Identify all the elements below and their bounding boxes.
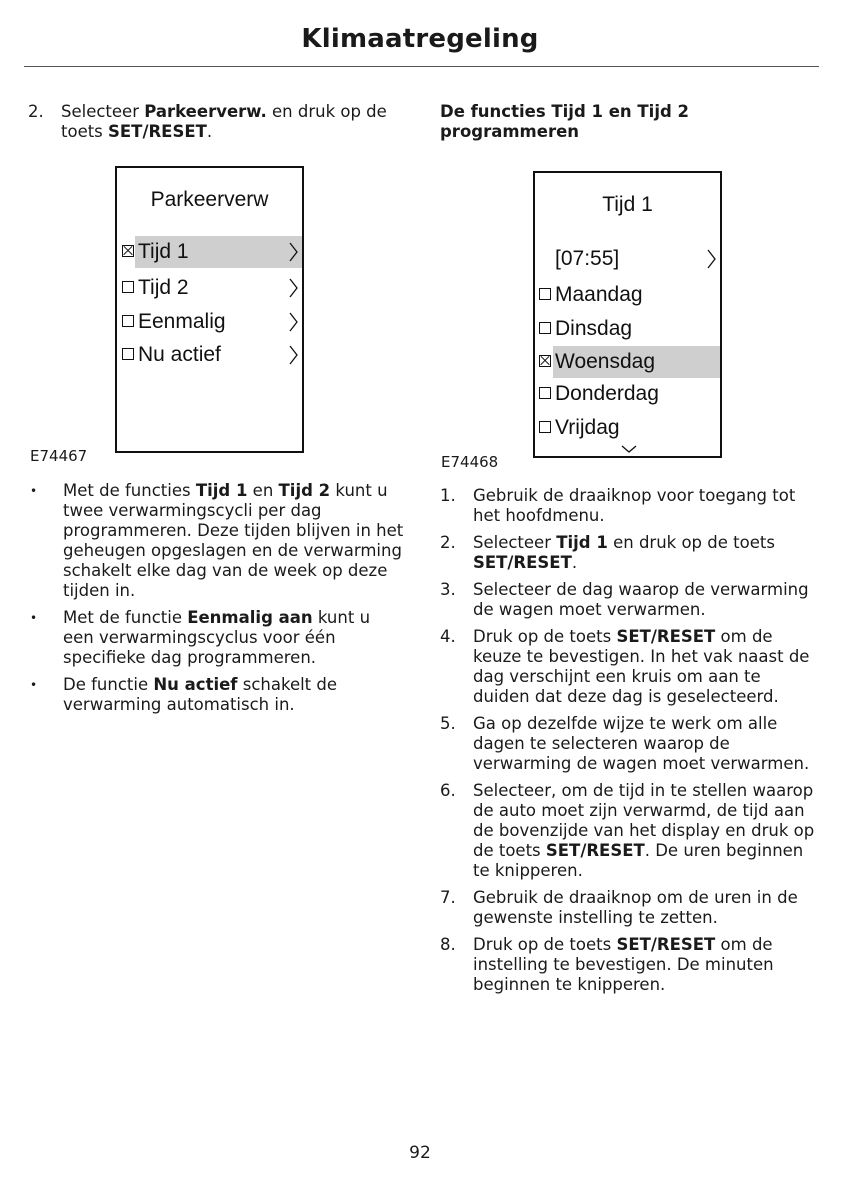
checkbox-icon[interactable] bbox=[122, 281, 134, 293]
step-number: 5. bbox=[440, 714, 456, 733]
menu-item-label: Tijd 2 bbox=[138, 276, 189, 299]
chevron-right-icon bbox=[704, 243, 718, 275]
day-row-maandag[interactable] bbox=[535, 279, 720, 311]
menu-item-eenmalig[interactable] bbox=[117, 306, 302, 338]
checkbox-icon[interactable] bbox=[539, 387, 551, 399]
bullet-text: Met de functies Tijd 1 en Tijd 2 kunt u twee verwarmingscycli per dag programmeren. Deze tijden blijven in het geheugen opgeslagen en de verwarming schakelt elke dag van de week op deze tijden in. bbox=[63, 481, 404, 600]
right-steps bbox=[440, 486, 820, 1002]
step-2-left bbox=[28, 102, 406, 142]
step-5 bbox=[440, 714, 820, 774]
page-title: Klimaatregeling bbox=[301, 24, 539, 54]
step-text: Selecteer Parkeerverw. en druk op de toets SET/RESET. bbox=[61, 102, 387, 141]
step-3 bbox=[440, 580, 820, 620]
figure-code: E74467 bbox=[30, 447, 88, 465]
bullet-item bbox=[28, 481, 406, 601]
screen-title: Tijd 1 bbox=[602, 193, 653, 216]
step-number: 4. bbox=[440, 627, 456, 646]
day-row-woensdag[interactable] bbox=[535, 346, 720, 378]
step-number: 1. bbox=[440, 486, 456, 505]
checkbox-icon[interactable] bbox=[539, 288, 551, 300]
left-bullets bbox=[28, 481, 406, 722]
bullet-dot: • bbox=[30, 678, 38, 692]
step-6 bbox=[440, 781, 820, 881]
step-number: 7. bbox=[440, 888, 456, 907]
step-number: 3. bbox=[440, 580, 456, 599]
checkbox-checked-icon[interactable] bbox=[122, 245, 134, 257]
step-text: Selecteer, om de tijd in te stellen waarop de auto moet zijn verwarmd, de tijd aan de bovenzijde van het display en druk op de toets SET/RESET. De uren beginnen te knipperen. bbox=[473, 781, 815, 880]
day-label: Woensdag bbox=[555, 350, 656, 373]
menu-item-label: Tijd 1 bbox=[138, 240, 189, 263]
step-8 bbox=[440, 935, 820, 995]
step-number: 2. bbox=[440, 533, 456, 552]
step-1 bbox=[440, 486, 820, 526]
bullet-item bbox=[28, 675, 406, 715]
step-number: 6. bbox=[440, 781, 456, 800]
bullet-text: De functie Nu actief schakelt de verwarming automatisch in. bbox=[63, 675, 338, 714]
chevron-down-icon bbox=[620, 444, 638, 454]
checkbox-checked-icon[interactable] bbox=[539, 355, 551, 367]
left-column bbox=[28, 102, 406, 149]
step-text: Druk op de toets SET/RESET om de keuze te bevestigen. In het vak naast de dag verschijnt een kruis om aan te duiden dat deze dag is geselecteerd. bbox=[473, 627, 810, 706]
bullet-dot: • bbox=[30, 611, 38, 625]
bullet-dot: • bbox=[30, 484, 38, 498]
chevron-right-icon bbox=[286, 236, 300, 268]
menu-item-label: Nu actief bbox=[138, 343, 221, 366]
step-number: 2. bbox=[28, 102, 44, 121]
day-label: Vrijdag bbox=[555, 416, 620, 439]
bullet-text: Met de functie Eenmalig aan kunt u een verwarmingscyclus voor één specifieke dag programmeren. bbox=[63, 608, 371, 667]
checkbox-icon[interactable] bbox=[539, 421, 551, 433]
chevron-right-icon bbox=[286, 339, 300, 371]
right-column bbox=[440, 102, 820, 142]
tijd-1-screen bbox=[533, 171, 722, 458]
bullet-item bbox=[28, 608, 406, 668]
figure-code: E74468 bbox=[441, 453, 499, 471]
day-row-vrijdag[interactable] bbox=[535, 412, 720, 444]
day-row-dinsdag[interactable] bbox=[535, 313, 720, 345]
step-2 bbox=[440, 533, 820, 573]
day-label: Dinsdag bbox=[555, 317, 633, 340]
step-text: Gebruik de draaiknop om de uren in de gewenste instelling te zetten. bbox=[473, 888, 798, 927]
step-text: Selecteer Tijd 1 en druk op de toets SET/RESET. bbox=[473, 533, 775, 572]
time-setting-row[interactable] bbox=[535, 243, 720, 275]
step-4 bbox=[440, 627, 820, 707]
step-text: Druk op de toets SET/RESET om de instelling te bevestigen. De minuten beginnen te knipperen. bbox=[473, 935, 774, 994]
page-number: 92 bbox=[409, 1143, 431, 1163]
checkbox-icon[interactable] bbox=[122, 348, 134, 360]
time-value: [07:55] bbox=[555, 247, 620, 270]
chevron-right-icon bbox=[286, 272, 300, 304]
day-label: Donderdag bbox=[555, 382, 659, 405]
header-divider bbox=[24, 66, 819, 67]
menu-item-tijd-1[interactable] bbox=[117, 236, 302, 268]
step-text: Ga op dezelfde wijze te werk om alle dagen te selecteren waarop de verwarming de wagen moet verwarmen. bbox=[473, 714, 810, 773]
menu-item-label: Eenmalig bbox=[138, 310, 226, 333]
section-heading: De functies Tijd 1 en Tijd 2 programmeren bbox=[440, 102, 690, 141]
day-label: Maandag bbox=[555, 283, 643, 306]
parkeerverw-screen bbox=[115, 166, 304, 453]
screen-title: Parkeerverw bbox=[150, 188, 269, 211]
step-text: Gebruik de draaiknop voor toegang tot het hoofdmenu. bbox=[473, 486, 796, 525]
step-7 bbox=[440, 888, 820, 928]
chevron-right-icon bbox=[286, 306, 300, 338]
step-number: 8. bbox=[440, 935, 456, 954]
menu-item-tijd-2[interactable] bbox=[117, 272, 302, 304]
checkbox-icon[interactable] bbox=[122, 315, 134, 327]
day-row-donderdag[interactable] bbox=[535, 378, 720, 410]
menu-item-nu-actief[interactable] bbox=[117, 339, 302, 371]
checkbox-icon[interactable] bbox=[539, 322, 551, 334]
step-text: Selecteer de dag waarop de verwarming de wagen moet verwarmen. bbox=[473, 580, 809, 619]
